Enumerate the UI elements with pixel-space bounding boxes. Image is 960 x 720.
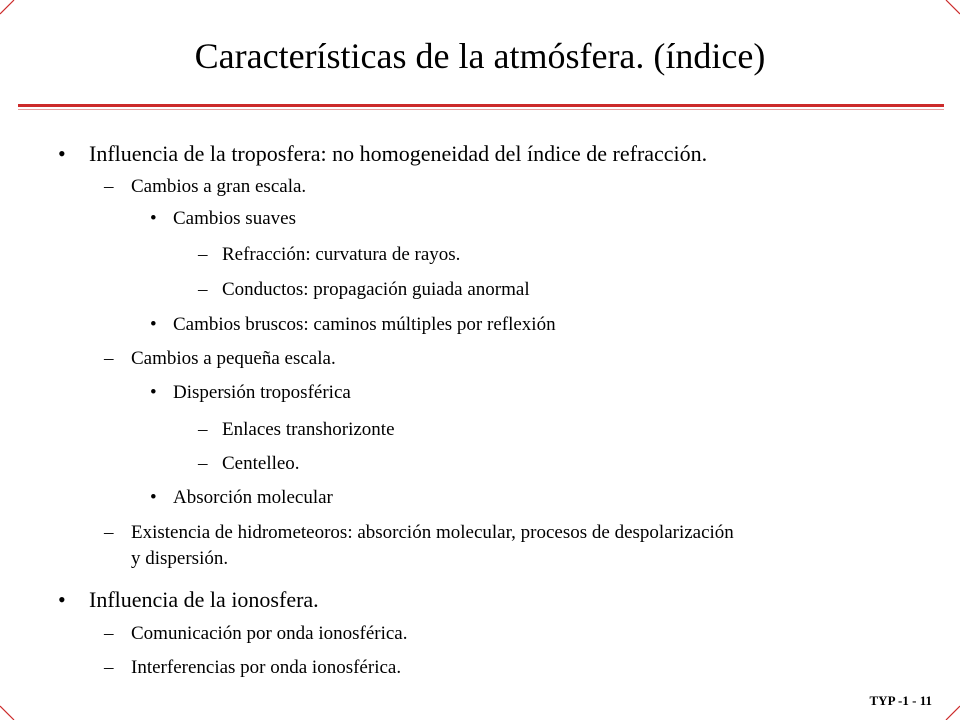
- list-item-text: Cambios a gran escala.: [131, 176, 307, 197]
- bullet-marker: •: [150, 208, 157, 229]
- list-item-text: Absorción molecular: [173, 487, 333, 508]
- list-item: [0, 243, 960, 267]
- dash-marker: –: [104, 623, 114, 644]
- dash-marker: –: [198, 279, 208, 300]
- list-item-text: Conductos: propagación guiada anormal: [222, 279, 530, 300]
- list-item-text: Cambios suaves: [173, 208, 296, 229]
- list-item: [0, 486, 960, 510]
- list-item-text: Cambios bruscos: caminos múltiples por reflexión: [173, 314, 556, 335]
- list-item: [0, 381, 960, 405]
- dash-marker: –: [104, 348, 114, 369]
- bullet-marker: •: [150, 314, 157, 335]
- list-item: [0, 175, 960, 199]
- list-item-text: Interferencias por onda ionosférica.: [131, 657, 402, 678]
- dash-marker: –: [104, 176, 114, 197]
- list-item-text: Dispersión troposférica: [173, 382, 351, 403]
- list-item-text: Influencia de la troposfera: no homogeneidad del índice de refracción.: [89, 141, 708, 166]
- list-item-text: Enlaces transhorizonte: [222, 419, 395, 440]
- bullet-marker: •: [58, 141, 66, 166]
- title-divider: [18, 104, 944, 107]
- list-item: [0, 313, 960, 337]
- list-item-text: y dispersión.: [131, 548, 229, 569]
- list-item: [0, 656, 960, 680]
- list-item-text: Cambios a pequeña escala.: [131, 348, 336, 369]
- list-item: [0, 141, 960, 167]
- bullet-marker: •: [150, 382, 157, 403]
- list-item: [0, 452, 960, 476]
- slide-footer: TYP -1 - 11: [869, 693, 932, 708]
- list-item-text: Comunicación por onda ionosférica.: [131, 623, 408, 644]
- dash-marker: –: [198, 419, 208, 440]
- list-item-continuation: [0, 547, 960, 571]
- dash-marker: –: [198, 244, 208, 265]
- dash-marker: –: [104, 522, 114, 543]
- list-item: [0, 521, 960, 545]
- bullet-marker: •: [58, 587, 66, 612]
- dash-marker: –: [198, 453, 208, 474]
- list-item: [0, 587, 960, 613]
- bullet-marker: •: [150, 487, 157, 508]
- slide-title: Características de la atmósfera. (índice): [194, 36, 766, 76]
- list-item-text: Influencia de la ionosfera.: [89, 587, 319, 612]
- dash-marker: –: [104, 657, 114, 678]
- list-item: [0, 622, 960, 646]
- list-item-text: Refracción: curvatura de rayos.: [222, 244, 461, 265]
- list-item: [0, 207, 960, 231]
- title-divider-shadow: [18, 109, 944, 110]
- list-item: [0, 347, 960, 371]
- list-item-text: Centelleo.: [222, 453, 300, 474]
- list-item-text: Existencia de hidrometeoros: absorción molecular, procesos de despolarización: [131, 522, 734, 543]
- list-item: [0, 278, 960, 302]
- list-item: [0, 418, 960, 442]
